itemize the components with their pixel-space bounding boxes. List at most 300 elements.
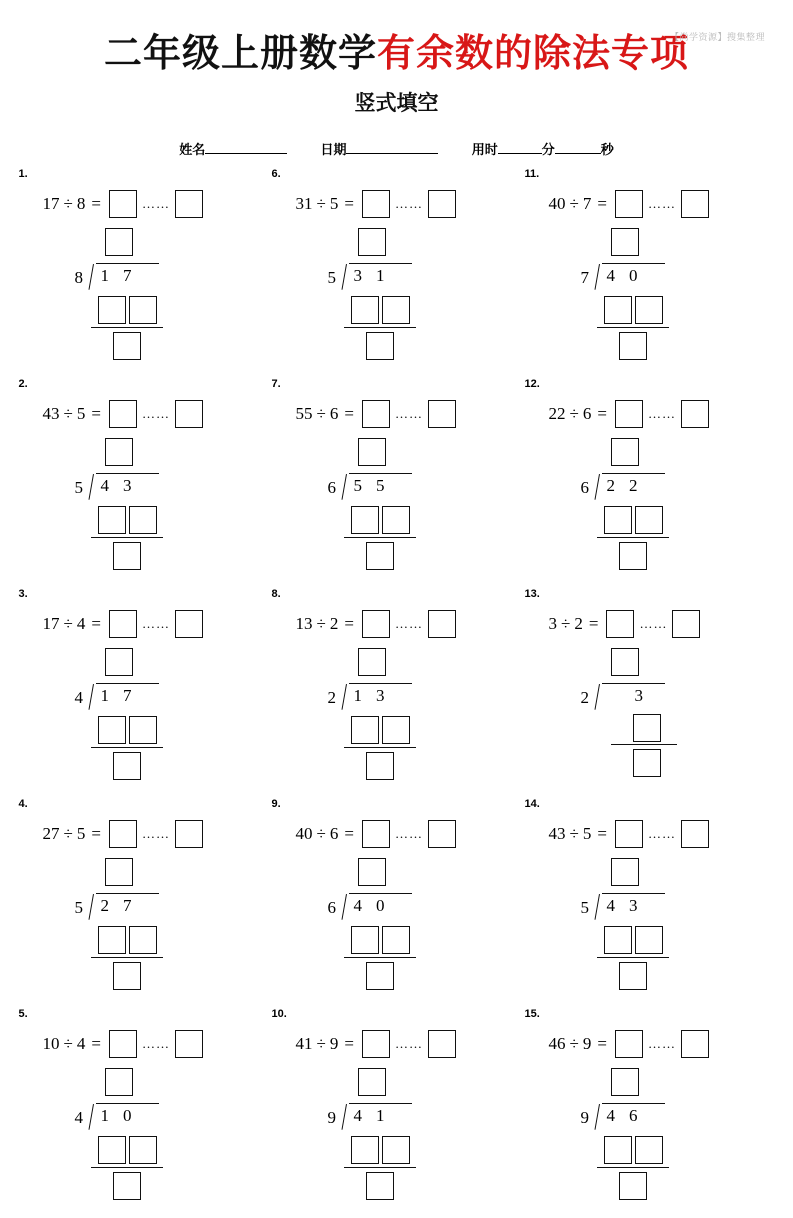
partial-product-boxes xyxy=(604,506,666,539)
problem-number: 14. xyxy=(524,798,540,810)
quotient-digit-box[interactable] xyxy=(611,1068,639,1096)
dividend-value: 3 xyxy=(548,614,557,633)
equals-icon: = xyxy=(91,1034,101,1053)
remainder-box-row xyxy=(619,332,647,365)
quotient-digit-box[interactable] xyxy=(105,1068,133,1096)
seconds-input-line[interactable] xyxy=(555,140,601,154)
divide-icon: ÷ xyxy=(569,404,579,423)
equals-icon: = xyxy=(597,194,607,213)
partial-product-boxes xyxy=(351,1136,413,1169)
subtraction-rule xyxy=(611,744,677,745)
partial-product-box[interactable] xyxy=(633,714,661,742)
problem-cell xyxy=(17,798,270,1008)
problem-cell xyxy=(270,798,523,1008)
quotient-box xyxy=(358,1068,386,1101)
remainder-answer-box[interactable] xyxy=(428,190,456,218)
divisor-value: 9 xyxy=(582,1034,592,1053)
quotient-digit-box[interactable] xyxy=(611,438,639,466)
divide-icon: ÷ xyxy=(63,1034,73,1053)
quotient-digit-box[interactable] xyxy=(358,438,386,466)
divide-icon: ÷ xyxy=(561,614,571,633)
problem-expression xyxy=(43,588,270,642)
partial-product-box[interactable] xyxy=(604,506,632,534)
long-division xyxy=(43,1068,270,1218)
divisor-label: 2 xyxy=(327,688,336,707)
quotient-digit-box[interactable] xyxy=(611,858,639,886)
quotient-box xyxy=(611,858,639,891)
problem-cell xyxy=(17,1008,270,1218)
remainder-box-row xyxy=(113,962,141,995)
quotient-answer-box[interactable] xyxy=(109,190,137,218)
subtraction-rule xyxy=(91,537,163,538)
problem-expression xyxy=(43,1008,270,1062)
problem-row xyxy=(17,168,777,378)
partial-product-boxes xyxy=(604,1136,666,1169)
quotient-answer-box[interactable] xyxy=(615,1030,643,1058)
remainder-answer-box[interactable] xyxy=(175,820,203,848)
problem-cell xyxy=(523,588,776,798)
divisor-label: 6 xyxy=(327,478,336,497)
quotient-digit-box[interactable] xyxy=(611,648,639,676)
partial-product-box[interactable] xyxy=(351,926,379,954)
dividend-digits: 13 xyxy=(353,686,399,705)
remainder-digit-box[interactable] xyxy=(113,752,141,780)
dividend-value: 10 xyxy=(42,1034,60,1053)
remainder-answer-box[interactable] xyxy=(681,820,709,848)
long-division xyxy=(549,1068,776,1218)
dividend-value: 43 xyxy=(42,404,60,423)
divisor-value: 6 xyxy=(582,404,592,423)
dividend-digits: 3 xyxy=(634,686,643,705)
remainder-dots: …… xyxy=(394,196,423,211)
page-title-red: 有余数的除法专项 xyxy=(377,33,690,75)
quotient-box xyxy=(611,228,639,261)
remainder-answer-box[interactable] xyxy=(175,610,203,638)
remainder-digit-box[interactable] xyxy=(113,1172,141,1200)
dividend-value: 55 xyxy=(295,404,313,423)
remainder-answer-box[interactable] xyxy=(175,1030,203,1058)
problem-number: 13. xyxy=(524,588,540,600)
dividend-digits: 41 xyxy=(353,1106,399,1125)
quotient-box xyxy=(358,648,386,681)
dividend-value: 43 xyxy=(548,824,566,843)
dividend-digits: 43 xyxy=(100,476,146,495)
remainder-dots: …… xyxy=(141,196,170,211)
remainder-dots: …… xyxy=(647,196,676,211)
dividend-digits: 27 xyxy=(100,896,146,915)
problem-number: 10. xyxy=(271,1008,287,1020)
subtraction-rule xyxy=(597,1167,669,1168)
problem-row xyxy=(17,798,777,1008)
problem-number: 9. xyxy=(271,798,281,810)
quotient-answer-box[interactable] xyxy=(109,820,137,848)
dividend-digits: 10 xyxy=(100,1106,146,1125)
divisor-value: 4 xyxy=(76,1034,86,1053)
equals-icon: = xyxy=(588,614,599,633)
long-division xyxy=(296,858,523,1008)
problem-expression xyxy=(549,378,776,432)
minutes-input-line[interactable] xyxy=(498,140,542,154)
quotient-digit-box[interactable] xyxy=(358,1068,386,1096)
remainder-box-row xyxy=(366,332,394,365)
remainder-digit-box[interactable] xyxy=(619,332,647,360)
dividend-digits: 43 xyxy=(606,896,652,915)
remainder-digit-box[interactable] xyxy=(619,1172,647,1200)
partial-product-boxes xyxy=(351,506,413,539)
minute-label: 分 xyxy=(541,142,555,157)
dividend-value: 41 xyxy=(295,1034,313,1053)
partial-product-box[interactable] xyxy=(382,926,410,954)
partial-product-box[interactable] xyxy=(351,1136,379,1164)
remainder-box-row xyxy=(366,962,394,995)
partial-product-box[interactable] xyxy=(382,716,410,744)
divisor-label: 8 xyxy=(74,268,83,287)
partial-product-box[interactable] xyxy=(98,296,126,324)
remainder-dots: …… xyxy=(141,1036,170,1051)
partial-product-boxes xyxy=(98,1136,160,1169)
divisor-value: 6 xyxy=(329,824,339,843)
divisor-value: 5 xyxy=(329,194,339,213)
divisor-value: 5 xyxy=(76,824,86,843)
remainder-dots: …… xyxy=(394,1036,423,1051)
quotient-box xyxy=(105,858,133,891)
remainder-dots: …… xyxy=(394,616,423,631)
partial-product-box[interactable] xyxy=(129,716,157,744)
problem-cell xyxy=(523,168,776,378)
partial-product-boxes xyxy=(98,716,160,749)
subtraction-rule xyxy=(344,537,416,538)
quotient-digit-box[interactable] xyxy=(105,228,133,256)
page-subtitle: 竖式填空 xyxy=(354,92,439,115)
divide-icon: ÷ xyxy=(316,824,326,843)
dividend-value: 17 xyxy=(42,614,60,633)
quotient-digit-box[interactable] xyxy=(105,858,133,886)
problem-row xyxy=(17,378,777,588)
divisor-value: 2 xyxy=(574,614,583,633)
remainder-answer-box[interactable] xyxy=(681,190,709,218)
dividend-digits: 46 xyxy=(606,1106,652,1125)
subtraction-rule xyxy=(344,957,416,958)
long-division xyxy=(296,438,523,588)
equals-icon: = xyxy=(344,614,354,633)
remainder-dots: …… xyxy=(639,616,668,631)
remainder-box-row xyxy=(113,332,141,365)
remainder-answer-box[interactable] xyxy=(428,820,456,848)
dividend-digits: 40 xyxy=(353,896,399,915)
quotient-box xyxy=(358,858,386,891)
partial-product-box[interactable] xyxy=(129,1136,157,1164)
watermark: 【尚学资源】搜集整理 xyxy=(669,32,765,42)
partial-product-boxes xyxy=(351,296,413,329)
quotient-box xyxy=(105,648,133,681)
quotient-digit-box[interactable] xyxy=(358,648,386,676)
quotient-answer-box[interactable] xyxy=(362,400,390,428)
problem-cell xyxy=(270,588,523,798)
problem-cell xyxy=(17,588,270,798)
partial-product-boxes xyxy=(98,296,160,329)
quotient-answer-box[interactable] xyxy=(362,820,390,848)
remainder-dots: …… xyxy=(394,826,423,841)
name-input-line[interactable] xyxy=(205,140,287,154)
partial-product-box[interactable] xyxy=(635,926,663,954)
partial-product-boxes xyxy=(351,716,413,749)
remainder-digit-box[interactable] xyxy=(619,542,647,570)
dividend-digits: 40 xyxy=(606,266,652,285)
subtraction-rule xyxy=(91,747,163,748)
remainder-digit-box[interactable] xyxy=(366,1172,394,1200)
long-division xyxy=(549,438,776,588)
dividend-digits: 22 xyxy=(606,476,652,495)
quotient-digit-box[interactable] xyxy=(358,228,386,256)
divide-icon: ÷ xyxy=(63,404,73,423)
remainder-answer-box[interactable] xyxy=(428,1030,456,1058)
partial-product-box[interactable] xyxy=(351,506,379,534)
problem-row xyxy=(17,588,777,798)
partial-product-box[interactable] xyxy=(635,506,663,534)
partial-product-box[interactable] xyxy=(635,296,663,324)
problem-row xyxy=(17,1008,777,1218)
remainder-dots: …… xyxy=(647,406,676,421)
quotient-answer-box[interactable] xyxy=(362,1030,390,1058)
problem-expression xyxy=(549,588,776,642)
problem-number: 1. xyxy=(18,168,28,180)
remainder-digit-box[interactable] xyxy=(366,332,394,360)
divisor-label: 5 xyxy=(327,268,336,287)
divisor-label: 5 xyxy=(74,898,83,917)
remainder-digit-box[interactable] xyxy=(619,962,647,990)
partial-product-boxes xyxy=(351,926,413,959)
date-label: 日期 xyxy=(320,142,347,157)
division-bracket-icon xyxy=(599,682,661,710)
partial-product-box[interactable] xyxy=(382,296,410,324)
remainder-dots: …… xyxy=(141,826,170,841)
partial-product-box[interactable] xyxy=(98,716,126,744)
remainder-digit-box[interactable] xyxy=(366,962,394,990)
name-label: 姓名 xyxy=(179,142,206,157)
partial-product-box[interactable] xyxy=(129,926,157,954)
divide-icon: ÷ xyxy=(63,194,73,213)
divisor-label: 9 xyxy=(327,1108,336,1127)
remainder-box-row xyxy=(633,749,661,782)
dividend-value: 31 xyxy=(295,194,313,213)
remainder-digit-box[interactable] xyxy=(366,752,394,780)
problem-expression xyxy=(296,588,523,642)
remainder-box-row xyxy=(366,542,394,575)
quotient-answer-box[interactable] xyxy=(606,610,634,638)
subtraction-rule xyxy=(91,327,163,328)
partial-product-boxes xyxy=(98,926,160,959)
remainder-box-row xyxy=(619,962,647,995)
long-division xyxy=(296,1068,523,1218)
problem-number: 4. xyxy=(18,798,28,810)
problem-expression xyxy=(549,1008,776,1062)
problem-expression xyxy=(549,798,776,852)
problem-expression xyxy=(43,168,270,222)
quotient-answer-box[interactable] xyxy=(109,1030,137,1058)
remainder-answer-box[interactable] xyxy=(672,610,700,638)
partial-product-box[interactable] xyxy=(98,506,126,534)
divisor-label: 5 xyxy=(580,898,589,917)
divide-icon: ÷ xyxy=(569,194,579,213)
problem-expression xyxy=(296,378,523,432)
problem-cell xyxy=(523,1008,776,1218)
quotient-digit-box[interactable] xyxy=(105,648,133,676)
quotient-digit-box[interactable] xyxy=(611,228,639,256)
equals-icon: = xyxy=(91,824,101,843)
divisor-value: 5 xyxy=(582,824,592,843)
divide-icon: ÷ xyxy=(316,614,326,633)
worksheet-grid xyxy=(17,168,777,1218)
quotient-digit-box[interactable] xyxy=(358,858,386,886)
problem-number: 12. xyxy=(524,378,540,390)
problem-cell xyxy=(17,378,270,588)
divide-icon: ÷ xyxy=(63,614,73,633)
partial-product-box[interactable] xyxy=(129,506,157,534)
date-input-line[interactable] xyxy=(346,140,438,154)
remainder-answer-box[interactable] xyxy=(681,1030,709,1058)
problem-expression xyxy=(296,798,523,852)
partial-product-boxes xyxy=(633,714,664,747)
partial-product-box[interactable] xyxy=(635,1136,663,1164)
long-division xyxy=(296,228,523,378)
problem-expression xyxy=(549,168,776,222)
divisor-label: 6 xyxy=(327,898,336,917)
problem-cell xyxy=(270,378,523,588)
dividend-value: 40 xyxy=(295,824,313,843)
quotient-answer-box[interactable] xyxy=(362,610,390,638)
partial-product-box[interactable] xyxy=(604,926,632,954)
quotient-answer-box[interactable] xyxy=(109,610,137,638)
problem-number: 7. xyxy=(271,378,281,390)
partial-product-box[interactable] xyxy=(129,296,157,324)
problem-expression xyxy=(296,1008,523,1062)
remainder-dots: …… xyxy=(647,1036,676,1051)
problem-cell xyxy=(17,168,270,378)
remainder-box-row xyxy=(619,1172,647,1205)
quotient-answer-box[interactable] xyxy=(109,400,137,428)
problem-number: 6. xyxy=(271,168,281,180)
subtraction-rule xyxy=(91,1167,163,1168)
divide-icon: ÷ xyxy=(569,824,579,843)
equals-icon: = xyxy=(91,614,101,633)
remainder-dots: …… xyxy=(141,616,170,631)
problem-expression xyxy=(296,168,523,222)
partial-product-box[interactable] xyxy=(98,1136,126,1164)
dividend-digits: 17 xyxy=(100,266,146,285)
partial-product-box[interactable] xyxy=(382,1136,410,1164)
equals-icon: = xyxy=(344,404,354,423)
remainder-digit-box[interactable] xyxy=(113,962,141,990)
page-title-black: 二年级上册数学 xyxy=(103,33,377,75)
remainder-answer-box[interactable] xyxy=(681,400,709,428)
remainder-box-row xyxy=(366,1172,394,1205)
remainder-digit-box[interactable] xyxy=(113,332,141,360)
dividend-value: 13 xyxy=(295,614,313,633)
partial-product-box[interactable] xyxy=(382,506,410,534)
equals-icon: = xyxy=(344,194,354,213)
partial-product-box[interactable] xyxy=(604,296,632,324)
divisor-label: 7 xyxy=(580,268,589,287)
divide-icon: ÷ xyxy=(316,404,326,423)
remainder-dots: …… xyxy=(647,826,676,841)
remainder-box-row xyxy=(113,752,141,785)
quotient-answer-box[interactable] xyxy=(615,400,643,428)
long-division xyxy=(549,858,776,1008)
remainder-digit-box[interactable] xyxy=(633,749,661,777)
dividend-value: 22 xyxy=(548,404,566,423)
equals-icon: = xyxy=(597,404,607,423)
divisor-label: 9 xyxy=(580,1108,589,1127)
dividend-digits: 55 xyxy=(353,476,399,495)
remainder-digit-box[interactable] xyxy=(113,542,141,570)
problem-cell xyxy=(270,168,523,378)
partial-product-boxes xyxy=(604,296,666,329)
problem-cell xyxy=(270,1008,523,1218)
remainder-answer-box[interactable] xyxy=(175,400,203,428)
problem-cell xyxy=(523,798,776,1008)
problem-expression xyxy=(43,378,270,432)
remainder-box-row xyxy=(113,542,141,575)
divisor-value: 8 xyxy=(76,194,86,213)
quotient-box xyxy=(105,438,133,471)
problem-number: 8. xyxy=(271,588,281,600)
equals-icon: = xyxy=(344,824,354,843)
subtraction-rule xyxy=(344,1167,416,1168)
divisor-value: 4 xyxy=(76,614,86,633)
long-division xyxy=(549,228,776,378)
subtraction-rule xyxy=(344,747,416,748)
divisor-label: 4 xyxy=(74,688,83,707)
partial-product-boxes xyxy=(604,926,666,959)
quotient-box xyxy=(105,228,133,261)
quotient-digit-box[interactable] xyxy=(105,438,133,466)
equals-icon: = xyxy=(344,1034,354,1053)
divide-icon: ÷ xyxy=(569,1034,579,1053)
remainder-answer-box[interactable] xyxy=(428,400,456,428)
quotient-answer-box[interactable] xyxy=(615,820,643,848)
partial-product-box[interactable] xyxy=(351,716,379,744)
subtraction-rule xyxy=(597,537,669,538)
quotient-answer-box[interactable] xyxy=(362,190,390,218)
remainder-box-row xyxy=(619,542,647,575)
problem-number: 15. xyxy=(524,1008,540,1020)
equals-icon: = xyxy=(91,404,101,423)
divisor-label: 2 xyxy=(580,688,589,707)
subtraction-rule xyxy=(344,327,416,328)
remainder-box-row xyxy=(366,752,394,785)
problem-number: 3. xyxy=(18,588,28,600)
remainder-digit-box[interactable] xyxy=(366,542,394,570)
divide-icon: ÷ xyxy=(316,194,326,213)
problem-number: 11. xyxy=(524,168,540,180)
long-division xyxy=(43,438,270,588)
remainder-answer-box[interactable] xyxy=(428,610,456,638)
dividend-digits: 17 xyxy=(100,686,146,705)
quotient-answer-box[interactable] xyxy=(615,190,643,218)
quotient-box xyxy=(611,1068,639,1101)
quotient-box xyxy=(611,648,639,681)
partial-product-box[interactable] xyxy=(604,1136,632,1164)
remainder-dots: …… xyxy=(141,406,170,421)
partial-product-box[interactable] xyxy=(351,296,379,324)
problem-number: 5. xyxy=(18,1008,28,1020)
problem-cell xyxy=(523,378,776,588)
subtraction-rule xyxy=(597,327,669,328)
remainder-answer-box[interactable] xyxy=(175,190,203,218)
dividend-value: 40 xyxy=(548,194,566,213)
partial-product-box[interactable] xyxy=(98,926,126,954)
quotient-box xyxy=(105,1068,133,1101)
